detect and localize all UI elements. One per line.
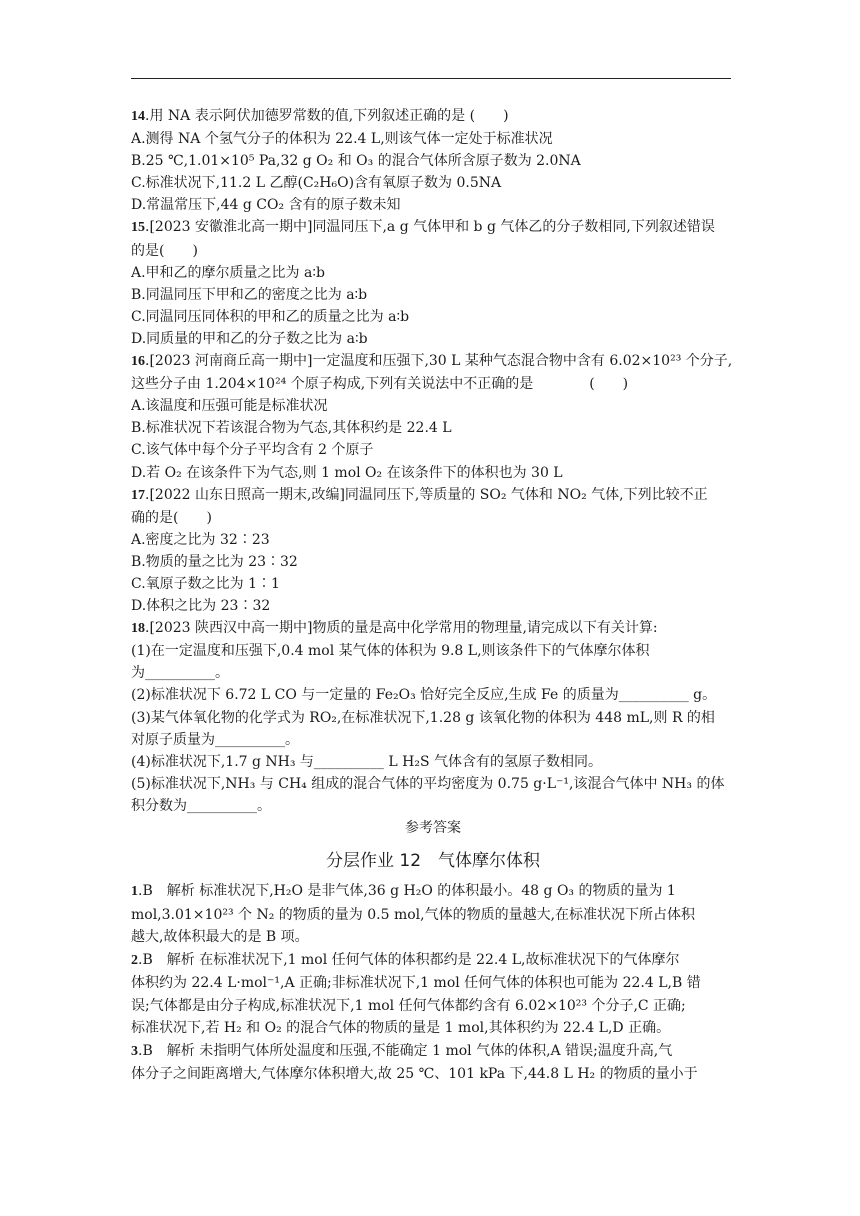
option-b: B.标准状况下若该混合物为气态,其体积约是 22.4 L [131,420,452,437]
question-17 [131,484,735,618]
option-a: A.测得 NA 个氢气分子的体积为 22.4 L,则该气体一定处于标准状况 [131,131,553,148]
answer-line: 标准状况下,若 H₂ 和 O₂ 的混合气体的物质的量是 1 mol,其体积约为 22.4 L,D 正确。 [131,1020,671,1037]
answer-line: 误;气体都是由分子构成,标准状况下,1 mol 任何气体都约含有 6.02×10²³ 个分子,C 正确; [131,997,686,1014]
page-content [131,105,735,1086]
answer-line: 2.B 解析 在标准状况下,1 mol 任何气体的体积都约是 22.4 L,故标准状况下的气体摩尔 [131,951,680,968]
answers [131,880,735,1086]
option-c: C.标准状况下,11.2 L 乙醇(C₂H₆O)含有氧原子数为 0.5NA [131,175,502,192]
answer-number: 1 [131,884,138,900]
answer-number: 2 [131,952,138,968]
subquestion-3-cont: 对原子质量为__________。 [131,731,299,748]
question-stem-cont: 这些分子由 1.204×10²⁴ 个原子构成,下列有关说法中不正确的是 ( ) [131,376,629,393]
subquestion-1: (1)在一定温度和压强下,0.4 mol 某气体的体积为 9.8 L,则该条件下的气体摩尔体积 [131,643,650,660]
answer-line: mol,3.01×10²³ 个 N₂ 的物质的量为 0.5 mol,气体的物质的量越大,在标准状况下所占体积 [131,906,696,923]
question-stem: 16.[2023 河南商丘高一期中]一定温度和压强下,30 L 某种气态混合物中含有 6.02×10²³ 个分子, [131,353,733,370]
option-d: D.常温常压下,44 g CO₂ 含有的原子数未知 [131,197,401,214]
answer-1 [131,880,735,949]
subquestion-4: (4)标准状况下,1.7 g NH₃ 与__________ L H₂S 气体含有的氢原子数相同。 [131,753,602,770]
subquestion-2: (2)标准状况下 6.72 L CO 与一定量的 Fe₂O₃ 恰好完全反应,生成 Fe 的质量为__________ g。 [131,687,717,704]
question-16 [131,350,735,484]
question-number: 18 [131,621,145,637]
subquestion-1-cont: 为__________。 [131,665,229,682]
answer-line: 3.B 解析 未指明气体所处温度和压强,不能确定 1 mol 气体的体积,A 错误;温度升高,气 [131,1042,673,1059]
answer-3 [131,1040,735,1086]
question-stem-cont: 确的是( ) [131,509,212,526]
question-stem: 17.[2022 山东日照高一期末,改编]同温同压下,等质量的 SO₂ 气体和 NO₂ 气体,下列比较不正 [131,486,708,503]
question-stem-cont: 的是( ) [131,242,198,259]
question-number: 17 [131,487,145,503]
question-number: 15 [131,220,145,236]
option-d: D.若 O₂ 在该条件下为气态,则 1 mol O₂ 在该条件下的体积也为 30 L [131,464,563,481]
option-c: C.氧原子数之比为 1∶1 [131,575,280,592]
question-18 [131,617,735,817]
answer-line: 1.B 解析 标准状况下,H₂O 是非气体,36 g H₂O 的体积最小。48 g O₃ 的物质的量为 1 [131,883,676,900]
question-stem: 14.用 NA 表示阿伏加德罗常数的值,下列叙述正确的是 ( ) [131,108,509,124]
question-stem: 18.[2023 陕西汉中高一期中]物质的量是高中化学常用的物理量,请完成以下有关计算: [131,620,658,637]
header-rule [131,78,731,79]
answers-label: 参考答案 [405,820,461,836]
question-stem: 15.[2023 安徽淮北高一期中]同温同压下,a g 气体甲和 b g 气体乙的分子数相同,下列叙述错误 [131,219,715,236]
option-b: B.物质的量之比为 23∶32 [131,553,298,570]
option-d: D.体积之比为 23∶32 [131,598,271,615]
answer-number: 3 [131,1043,138,1059]
option-b: B.同温同压下甲和乙的密度之比为 a∶b [131,286,368,303]
subquestion-3: (3)某气体氧化物的化学式为 RO₂,在标准状况下,1.28 g 该氧化物的体积为 448 mL,则 R 的相 [131,709,715,726]
question-number: 14 [131,109,145,124]
subquestion-5: (5)标准状况下,NH₃ 与 CH₄ 组成的混合气体的平均密度为 0.75 g·L⁻¹,该混合气体中 NH₃ 的体 [131,775,725,792]
option-c: C.同温同压同体积的甲和乙的质量之比为 a∶b [131,308,410,325]
option-d: D.同质量的甲和乙的分子数之比为 a∶b [131,330,368,347]
question-14 [131,105,735,216]
answer-line: 越大,故体积最大的是 B 项。 [131,929,309,946]
option-c: C.该气体中每个分子平均含有 2 个原子 [131,442,374,459]
answer-line: 体分子之间距离增大,气体摩尔体积增大,故 25 ℃、101 kPa 下,44.8 L H₂ 的物质的量小于 [131,1066,698,1083]
option-b: B.25 ℃,1.01×10⁵ Pa,32 g O₂ 和 O₃ 的混合气体所含原子数为 2.0NA [131,153,581,170]
option-a: A.该温度和压强可能是标准状况 [131,398,328,415]
answer-line: 体积约为 22.4 L·mol⁻¹,A 正确;非标准状况下,1 mol 任何气体的体积也可能为 22.4 L,B 错 [131,975,701,992]
subquestion-5-cont: 积分数为__________。 [131,797,271,814]
question-number: 16 [131,354,145,370]
answer-2 [131,949,735,1040]
section-title: 分层作业 12 气体摩尔体积 [325,851,541,872]
question-15 [131,216,735,350]
option-a: A.甲和乙的摩尔质量之比为 a∶b [131,264,325,281]
option-a: A.密度之比为 32∶23 [131,531,270,548]
